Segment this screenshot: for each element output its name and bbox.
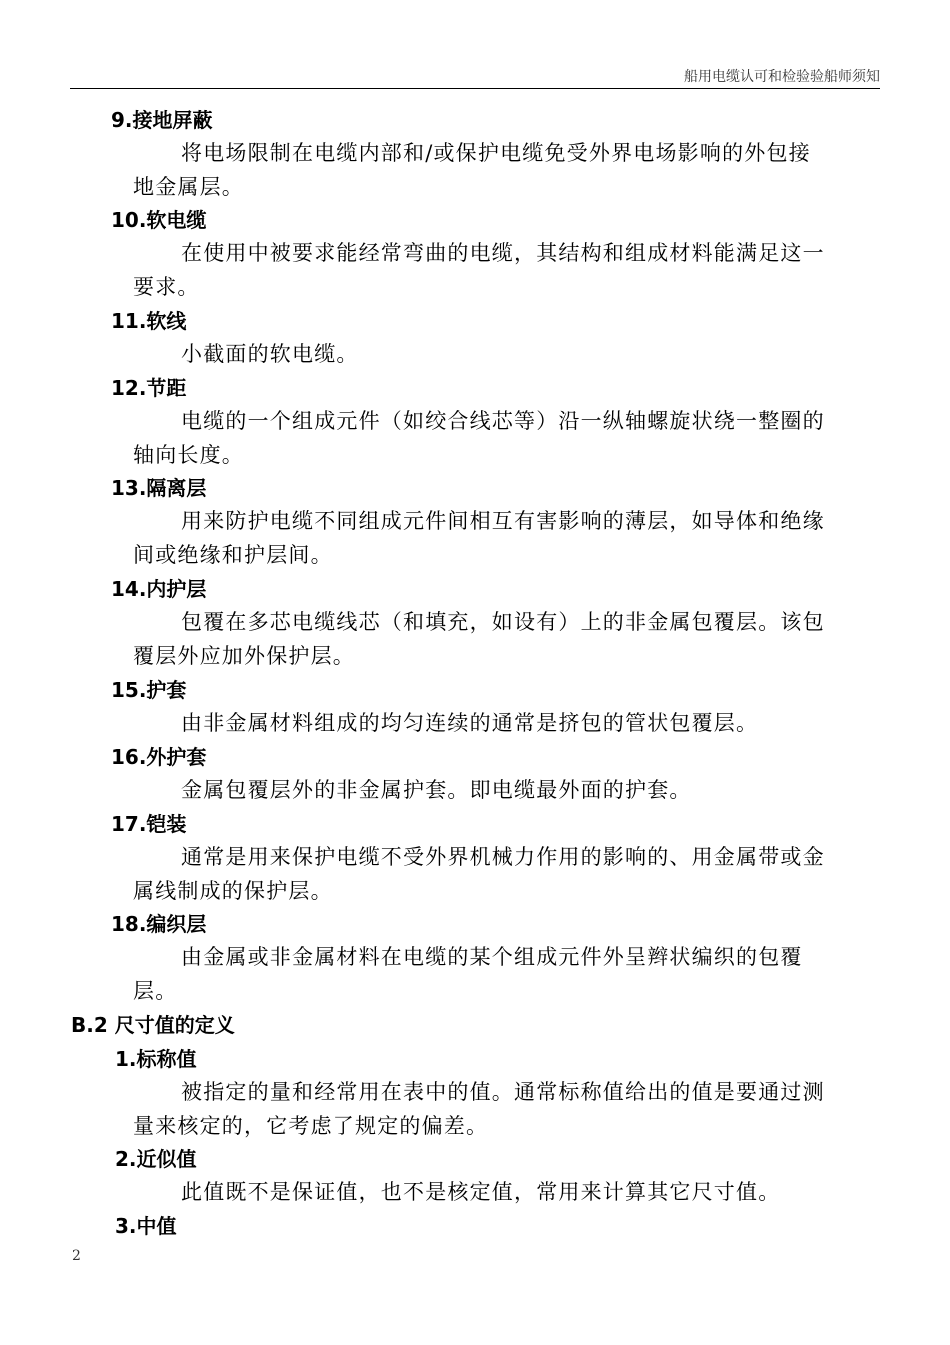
definition-line: 属线制成的保护层。 xyxy=(133,879,333,903)
definition-line: 此值既不是保证值，也不是核定值，常用来计算其它尺寸值。 xyxy=(181,1180,781,1204)
definition-line: 将电场限制在电缆内部和/或保护电缆免受外界电场影响的外包接 xyxy=(181,141,811,165)
running-header: 船用电缆认可和检验验船师须知 xyxy=(684,69,880,85)
definition-line: 层。 xyxy=(133,979,178,1003)
term-title: 17.铠装 xyxy=(111,812,187,836)
term-title: 18.编织层 xyxy=(111,912,207,936)
term-title: 9.接地屏蔽 xyxy=(111,108,213,132)
term-title: 16.外护套 xyxy=(111,745,207,769)
definition-line: 地金属层。 xyxy=(133,175,244,199)
definition-line: 在使用中被要求能经常弯曲的电缆，其结构和组成材料能满足这一 xyxy=(181,241,825,265)
definition-line: 被指定的量和经常用在表中的值。通常标称值给出的值是要通过测 xyxy=(181,1080,825,1104)
definition-line: 小截面的软电缆。 xyxy=(181,342,359,366)
definition-line: 用来防护电缆不同组成元件间相互有害影响的薄层，如导体和绝缘 xyxy=(181,509,825,533)
term-title: 14.内护层 xyxy=(111,577,207,601)
term-title: 2.近似值 xyxy=(115,1147,197,1171)
definition-line: 覆层外应加外保护层。 xyxy=(133,644,355,668)
term-title: 11.软线 xyxy=(111,309,187,333)
definition-line: 电缆的一个组成元件（如绞合线芯等）沿一纵轴螺旋状绕一整圈的 xyxy=(181,409,825,433)
definition-line: 包覆在多芯电缆线芯（和填充，如设有）上的非金属包覆层。该包 xyxy=(181,610,825,634)
definition-line: 金属包覆层外的非金属护套。即电缆最外面的护套。 xyxy=(181,778,692,802)
term-title: 1.标称值 xyxy=(115,1047,197,1071)
term-title: 12.节距 xyxy=(111,376,187,400)
term-title: 15.护套 xyxy=(111,678,187,702)
page-number: 2 xyxy=(72,1248,81,1264)
definition-line: 通常是用来保护电缆不受外界机械力作用的影响的、用金属带或金 xyxy=(181,845,825,869)
term-title: 10.软电缆 xyxy=(111,208,207,232)
header-rule xyxy=(70,88,880,89)
definition-line: 要求。 xyxy=(133,275,200,299)
term-title: 3.中值 xyxy=(115,1214,177,1238)
section-title: B.2 尺寸值的定义 xyxy=(71,1013,235,1037)
definition-line: 由非金属材料组成的均匀连续的通常是挤包的管状包覆层。 xyxy=(181,711,759,735)
term-title: 13.隔离层 xyxy=(111,476,207,500)
definition-line: 轴向长度。 xyxy=(133,443,244,467)
definition-line: 间或绝缘和护层间。 xyxy=(133,543,333,567)
definition-line: 由金属或非金属材料在电缆的某个组成元件外呈辫状编织的包覆 xyxy=(181,945,803,969)
definition-line: 量来核定的，它考虑了规定的偏差。 xyxy=(133,1114,489,1138)
